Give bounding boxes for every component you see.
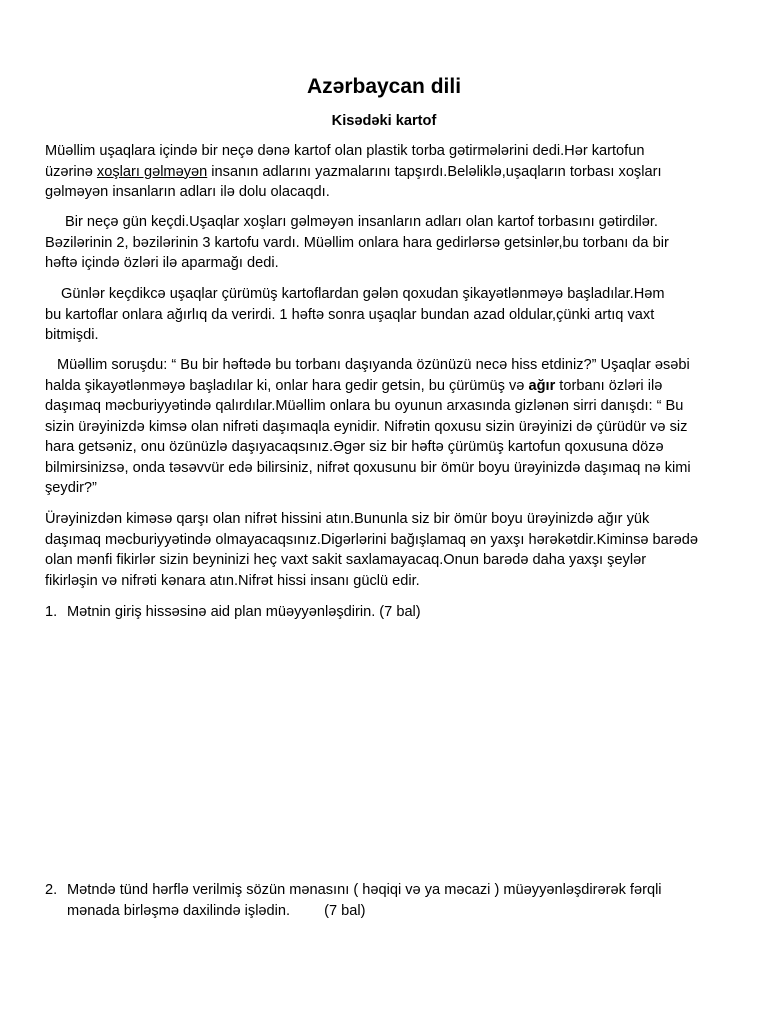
question-text-part: mənada birləşmə daxilində işlədin. [67,902,291,919]
story-title: Kisədəki kartof [331,113,437,129]
bold-word: ağır [528,377,556,394]
paragraph-line: bilmirsinizsə, onda təsəvvür edə bilirsiniz, nifrət qoxusunu bir ömür boyu ürəyinizdə daşımaq nə kimi [45,459,691,476]
paragraph-text: torbanı özləri ilə [555,377,663,394]
question-points: (7 bal) [324,902,366,919]
paragraph-line: Müəllim soruşdu: “ Bu bir həftədə bu torbanı daşıyanda özünüzü necə hiss etdiniz?” Uşaqlar əsəbi [57,357,690,373]
paragraph-5 [45,509,725,591]
underlined-phrase: xoşları gəlməyən [96,163,208,180]
paragraph-line: bu kartoflar onlara ağırlıq da verirdi. 1 həftə sonra uşaqlar bundan azad oldular,çünki artıq vaxt [45,306,655,323]
question-number: 1. [45,604,58,620]
paragraph-line: fikirləşin və nifrəti kənara atın.Nifrət hissi insanı güclü edir. [45,572,420,589]
paragraph-line: Müəllim uşaqlara içində bir neçə dənə kartof olan plastik torba gətirmələrini dedi.Hər kartofun [45,143,645,159]
question-text [67,880,662,921]
paragraph-line: sizin ürəyinizdə kimsə olan nifrəti daşımaqla eynidir. Nifrətin qoxusu sizin ürəyinizi də çürüdür və siz [45,418,688,435]
paragraph-line: bitmişdi. [45,327,99,343]
paragraph-line: Bəzilərinin 2, bəzilərinin 3 kartofu vardı. Müəllim onlara hara gedirlərsə getsinlər,bu torbanı da bir [45,234,669,251]
question-line: Mətnin giriş hissəsinə aid plan müəyyənləşdirin. (7 bal) [67,604,421,620]
paragraph-line [45,162,725,183]
paragraph-line: hara getsəniz, onu özünüzlə daşıyacaqsınız.Əgər siz bir həftə çürümüş kartofun qoxusuna dözə [45,439,664,455]
question-line [67,901,662,922]
paragraph-line: Ürəyinizdən kiməsə qarşı olan nifrət hissini atın.Bununla siz bir ömür boyu ürəyinizdə ağır yük [45,511,650,527]
paragraph-text: insanın adlarını yazmalarını tapşırdı.Beləliklə,uşaqların torbası xoşları [207,163,662,180]
paragraph-line: Bir neçə gün keçdi.Uşaqlar xoşları gəlməyən insanların adları olan kartof torbasını gətirdilər. [65,214,658,230]
paragraph-line: daşımaq məcburiyyətində olmayacaqsınız.Digərlərini bağışlamaq ən yaxşı hərəkətdir.Kiminsə barədə [45,531,698,548]
document-title: Azərbaycan dili [306,75,462,98]
paragraph-text: üzərinə [45,163,97,180]
paragraph-line: olan mənfi fikirlər sizin beyninizi heç vaxt sakit saxlamayacaq.Onun barədə daha yaxşı şeylər [45,552,647,568]
paragraph-line: həftə içində özləri ilə aparmağı dedi. [45,255,279,271]
paragraph-line: şeydir?” [45,480,97,496]
paragraph-1 [45,141,725,203]
question-text [67,602,421,623]
paragraph-line [45,376,725,397]
paragraph-line: gəlməyən insanların adları ilə dolu olacaqdı. [45,184,330,200]
question-line: Mətndə tünd hərflə verilmiş sözün mənasını ( həqiqi və ya məcazi ) müəyyənləşdirərək fərqli [67,882,662,898]
paragraph-line: daşımaq məcburiyyətində qalırdılar.Müəllim onlara bu oyunun arxasında gizlənən sirri danışdı: “ Bu [45,398,684,414]
paragraph-2 [45,212,725,274]
paragraph-line: Günlər keçdikcə uşaqlar çürümüş kartoflardan gələn qoxudan şikayətlənməyə başladılar.Həm [61,286,665,302]
paragraph-text: halda şikayətlənməyə başladılar ki, onlar hara gedir getsin, bu çürümüş və [45,377,529,394]
paragraph-3 [45,284,725,346]
paragraph-4 [45,355,725,499]
question-number: 2. [45,882,58,898]
